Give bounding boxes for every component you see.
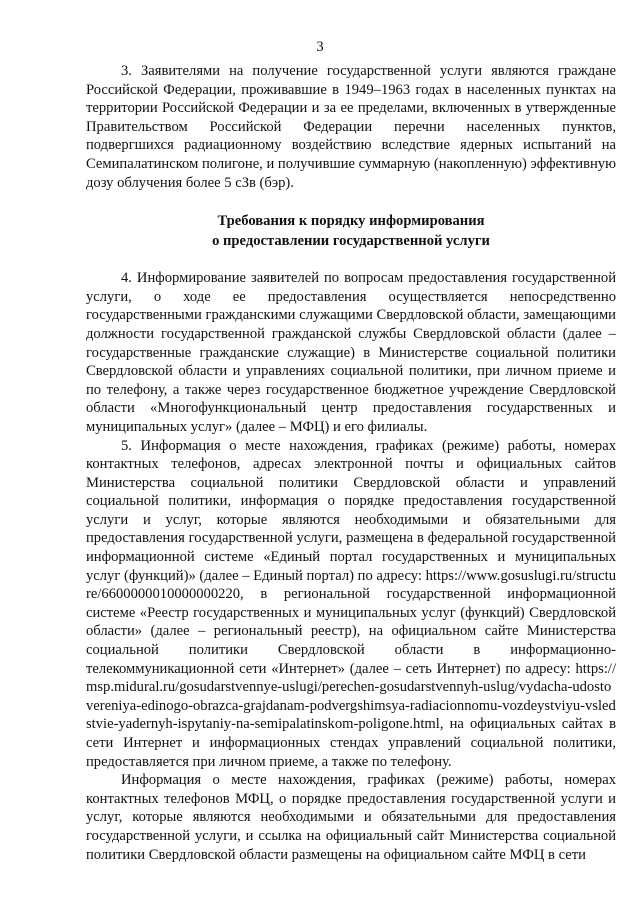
msp-midural-link[interactable]: https://msp.midural.ru/gosudarstvennye-uslugi/perechen-gosudarstvennyh-uslug/vydacha-udostovereniya-edinogo-obrazca-grajdanam-podvergshimsya-radiacionnomu-vozdeystviyu-vsledstvie-yadernyh-ispytaniy-na-semipalatinskom-poligone.html, [86, 660, 616, 733]
section-heading-line-1: Требования к порядку информирования [217, 213, 485, 230]
paragraph-5-information-sources [86, 437, 616, 772]
paragraph-mfc-information: Информация о месте нахождения, графиках (режиме) работы, номерах контактных телефонов МФЦ, о порядке предоставления государственной услуги и услуг, которые являются необходимыми и обязательными для предоставления государственной услуги, и ссылка на официальный сайт Министерства социальной политики Свердловской области размещены на официальном сайте МФЦ в сети [86, 772, 616, 863]
paragraph-5-text-part-3: на официальных сайтах в сети Интернет и информационных стендах управлений социальной политики, предоставляется при личном приеме, а также по телефону. [86, 716, 616, 770]
gosuslugi-link[interactable]: https://www.gosuslugi.ru/structure/6600000010000000220, [86, 567, 616, 603]
paragraph-5-text-part-2: в региональной государственной информационной системе «Реестр государственных и муниципальных услуг (функций) Свердловской области» (далее – региональный реестр), на официальном сайте Министерства социальной политики Свердловской области в информационно-телекоммуникационной сети «Интернет» (далее – сеть Интернет) по адресу: [86, 586, 616, 677]
paragraph-4-informing: 4. Информирование заявителей по вопросам предоставления государственной услуги, о ходе ее предоставления осуществляется непосредственно государственными гражданскими служащими Свердловской области, замещающими должности государственной гражданской службы Свердловской области (далее – государственные гражданские служащие) в Министерстве социальной политики Свердловской области и управлениях социальной политики, при личном приеме и по телефону, а также через государственное бюджетное учреждение Свердловской области «Многофункциональный центр предоставления государственных и муниципальных услуг» (далее – МФЦ) и его филиалы. [86, 270, 616, 435]
paragraph-5-text-part-1: 5. Информация о месте нахождения, графиках (режиме) работы, номерах контактных телефонов, адресах электронной почты и официальных сайтов Министерства социальной политики Свердловской области и управлений социальной политики, информация о порядке предоставления государственной услуги и услуг, которые являются необходимыми и обязательными для предоставления государственной услуги, размещена в федеральной государственной информационной системе «Единый портал государственных и муниципальных услуг (функций)» (далее – Единый портал) по адресу: [86, 437, 616, 584]
paragraph-3-applicants: 3. Заявителями на получение государственной услуги являются граждане Российской Федерации, проживавшие в 1949–1963 годах в населенных пунктах на территории Российской Федерации и за ее пределами, включенных в утвержденные Правительством Российской Федерации перечни населенных пунктов, подвергшихся радиационному воздействию вследствие ядерных испытаний на Семипалатинском полигоне, и получившие суммарную (накопленную) эффективную дозу облучения более 5 сЗв (бэр). [86, 63, 616, 191]
section-heading-line-2: о предоставлении государственной услуги [212, 233, 490, 250]
page-number: 3 [316, 39, 324, 55]
document-body [86, 62, 616, 864]
section-heading [86, 211, 616, 251]
